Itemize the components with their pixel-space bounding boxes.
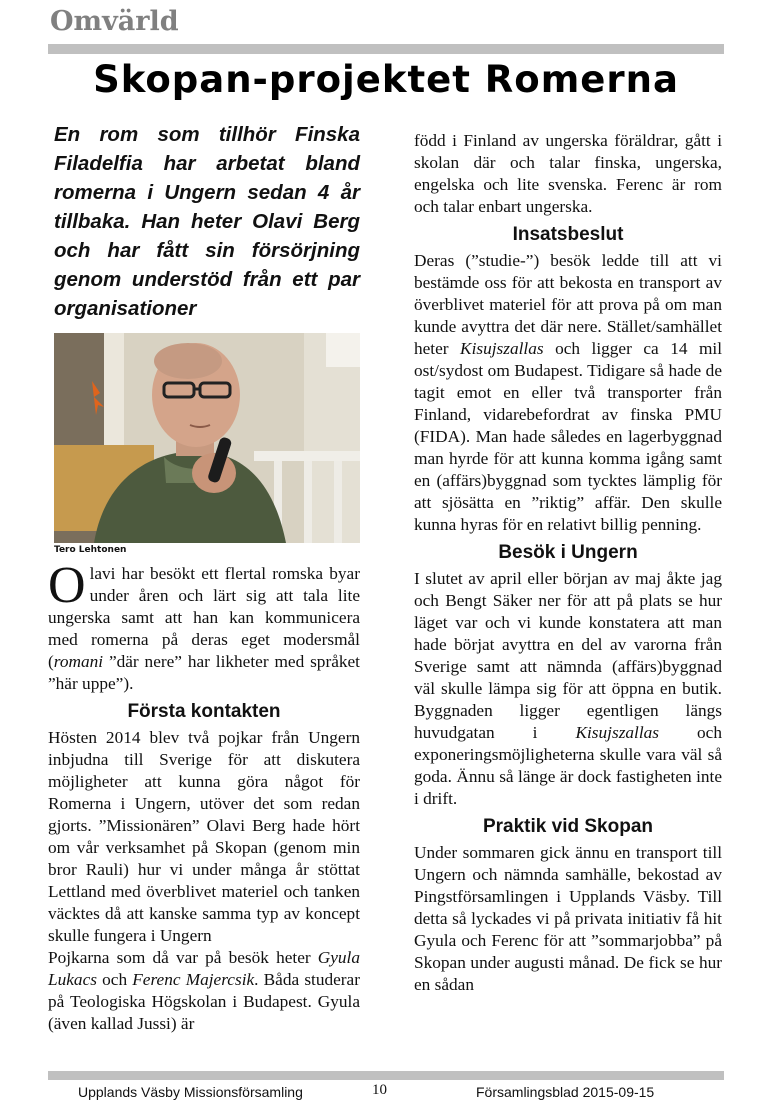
paragraph-pojkarna	[48, 947, 360, 1035]
page-number: 10	[372, 1082, 387, 1098]
p2-text-b: . Båda studerar på Teologiska Högskolan i Budapest. Gyula (även kallad Jussi) är	[48, 970, 360, 1033]
intro-text-a: lavi har besökt ett flertal romska byar under åren och lärt sig att tala lite ungerska samt att han kan kommunicera med romerna på deras eget modersmål (	[48, 564, 360, 671]
photo-illustration	[54, 333, 360, 543]
subheading-insatsbeslut: Insatsbeslut	[512, 224, 624, 245]
paragraph-praktik: Under sommaren gick ännu en transport till Ungern och nämnda samhälle, bekostad av Pingstförsamlingen i Upplands Väsby. Till detta så lyckades vi på privata initiativ få hit Gyula och Ferenc för att ”sommarjobba” på Skopan under augusti månad. De fick se hur en sådan	[414, 843, 722, 994]
portrait-photo	[54, 333, 360, 543]
p3-text-b: och ligger ca 14 mil ost/sydost om Budapest. Tidigare så hade de tagit emot en eller två transporter från Finland, vidarebefordrat av finska PMU (FIDA). Man hade således en lagerbyggnad man hyrde för att kunna komma igång samt en (affärs)byggnad som tycktes lämplig för att sjösätta en ”riktig” affär. Den skulle kunna hyras för en relativt billig penning.	[414, 339, 723, 534]
left-column	[48, 120, 360, 1035]
intro-emphasis: romani	[53, 652, 104, 671]
name-ferenc: Ferenc Majercsik	[132, 970, 255, 989]
paragraph-forsta-kontakten: Hösten 2014 blev två pojkar från Ungern inbjudna till Sverige för att diskutera möjligheter att kunna göra något för Romerna i Ungern, utöver det som redan gjorts. ”Missionären” Olavi Berg hade hört om vår verksamhet på Skopan (genom min bror Rauli) hur vi under många år stöttat Lettland med överblivet materiel och tanken väcktes då att kanske samma typ av koncept skulle fungera i Ungern	[48, 728, 360, 945]
p4-text-b: och exponeringsmöjligheterna skulle vara väl så goda. Ännu så länge är dock fastigheten inte i drift.	[414, 723, 722, 808]
p2-text-mid: och	[96, 970, 133, 989]
intro-paragraph	[48, 557, 360, 695]
bottom-rule	[48, 1071, 724, 1080]
paragraph-besok	[414, 568, 722, 810]
lead-paragraph: En rom som tillhör Finska Filadelfia har arbetat bland romerna i Ungern sedan 4 år tillbaka. Han heter Olavi Berg och har fått sin försörjning genom understöd från ett par organisationer	[54, 123, 360, 320]
place-kisujszallas-2: Kisujszallas	[575, 723, 660, 742]
subheading-forsta-kontakten: Första kontakten	[127, 701, 281, 722]
paragraph-insatsbeslut	[414, 250, 722, 536]
drop-cap: O	[48, 557, 86, 614]
p2-text-a: Pojkarna som då var på besök heter	[48, 948, 318, 967]
top-rule	[48, 44, 724, 54]
p4-text-a: I slutet av april eller början av maj åkte jag och Bengt Säker ner för att på plats se hur läget var och vi kunde konstatera att man hade börjat avyttra en del av varorna från Sverige samt att nämnda (affärs)byggnad väl skulle lämpa sig för att öppna en butik. Byggnaden ligger egentligen längs huvudgatan i	[414, 569, 722, 742]
intro-text-b: ”där nere” har likheter med språket ”här uppe”).	[48, 652, 360, 693]
name-gyula: Gyula Lukacs	[48, 948, 360, 989]
subheading-praktik: Praktik vid Skopan	[482, 816, 653, 837]
footer-organization: Upplands Väsby Missionsförsamling	[78, 1084, 303, 1100]
right-column	[414, 130, 722, 996]
paragraph-continued: född i Finland av ungerska föräldrar, gått i skolan där och talar finska, ungerska, engelska och lite svenska. Ferenc är rom och talar enbart ungerska.	[414, 131, 722, 216]
subheading-besok-i-ungern: Besök i Ungern	[498, 542, 638, 563]
place-kisujszallas: Kisujszallas	[460, 339, 544, 358]
photo-credit: Tero Lehtonen	[54, 545, 127, 555]
section-label: Omvärld	[50, 6, 179, 37]
article-title: Skopan-projektet Romerna	[93, 58, 679, 101]
p3-text-a: Deras (”studie-”) besök ledde till att vi bestämde oss för att bekosta en transport av överblivet materiel för att prova på om man kunde avyttra det där nere. Stället/samhället heter	[414, 251, 722, 358]
footer-publication: Församlingsblad 2015-09-15	[476, 1084, 655, 1100]
